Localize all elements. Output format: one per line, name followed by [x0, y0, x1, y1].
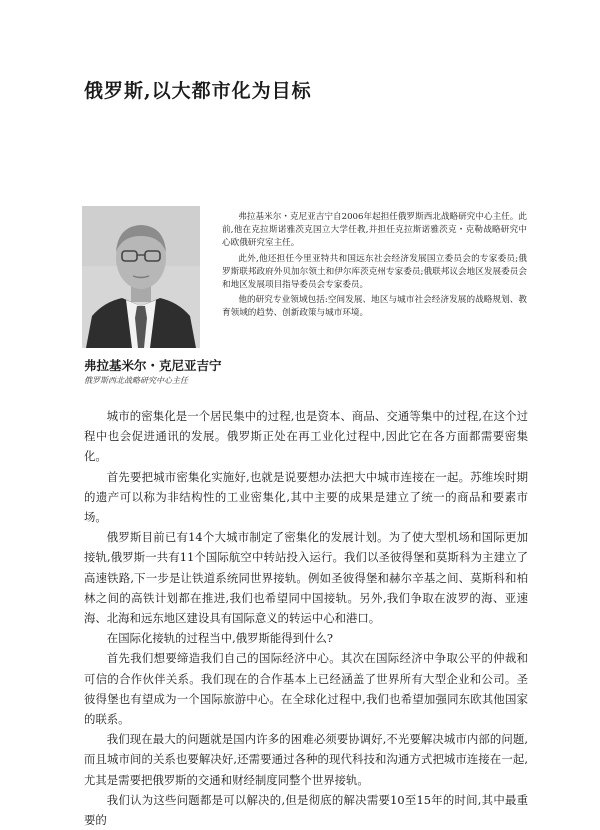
body-paragraph: 首先要把城市密集化实施好,也就是说要想办法把大中城市连接在一起。苏维埃时期的遗产可以称为非结构性的工业密集化,其中主要的成果是建立了统一的商品和要素市场。 [84, 469, 528, 525]
author-bio [222, 211, 527, 323]
body-paragraph: 俄罗斯目前已有14个大城市制定了密集化的发展计划。为了使大型机场和国际更加接轨,俄罗斯一共有11个国际航空中转站投入运行。我们以圣彼得堡和莫斯科为主建立了高速铁路,下一步是让铁道系统同世界接轨。例如圣彼得堡和赫尔辛基之间、莫斯科和柏林之间的高铁计划都在推进,我们也希望同中国接轨。另外,我们争取在波罗的海、亚速海、北海和远东地区建设具有国际意义的转运中心和港口。 [84, 530, 528, 626]
article-body [84, 406, 528, 830]
bio-paragraph: 他的研究专业领域包括:空间发展、地区与城市社会经济发展的战略规划、教育领域的趋势、创新政策与城市环境。 [222, 295, 527, 319]
author-affiliation: 俄罗斯西北战略研究中心主任 [84, 376, 188, 385]
portrait-photo-icon [82, 206, 200, 348]
body-paragraph: 我们现在最大的问题就是国内许多的困难必须要协调好,不光要解决城市内部的问题,而且城市间的关系也要解决好,还需要通过各种的现代科技和沟通方式把城市连接在一起,尤其是需要把俄罗斯的交通和财经制度同整个世界接轨。 [84, 732, 528, 787]
bio-paragraph: 此外,他还担任今里亚特共和国远东社会经济发展国立委员会的专家委员;俄罗斯联邦政府外贝加尔领土和伊尔库茨克州专家委员;俄联邦议会地区发展委员会和地区发展项目指导委员会专家委员。 [222, 253, 527, 291]
author-photo [82, 206, 200, 348]
body-paragraph: 城市的密集化是一个居民集中的过程,也是资本、商品、交通等集中的过程,在这个过程中也会促进通讯的发展。俄罗斯正处在再工业化过程中,因此它在各方面都需要密集化。 [84, 409, 528, 464]
page-title: 俄罗斯,以大都市化为目标 [84, 80, 312, 102]
author-name: 弗拉基米尔・克尼亚吉宁 [84, 358, 222, 373]
bio-paragraph: 弗拉基米尔・克尼亚吉宁自2006年起担任俄罗斯西北战略研究中心主任。此前,他在克拉斯诺雅茨克国立大学任教,并担任克拉斯诺雅茨克・克勒战略研究中心欧俄研究室主任。 [222, 212, 527, 249]
body-paragraph: 我们认为这些问题都是可以解决的,但是彻底的解决需要10至15年的时间,其中最重要的 [84, 792, 528, 828]
body-paragraph: 首先我们想要缔造我们自己的国际经济中心。其次在国际经济中争取公平的仲裁和可信的合作伙伴关系。我们现在的合作基本上已经涵盖了世界所有大型企业和公司。圣彼得堡也有望成为一个国际旅游中心。在全球化过程中,我们也希望加强同东欧其他国家的联系。 [84, 651, 528, 727]
body-question: 在国际化接轨的过程当中,俄罗斯能得到什么? [106, 631, 333, 646]
